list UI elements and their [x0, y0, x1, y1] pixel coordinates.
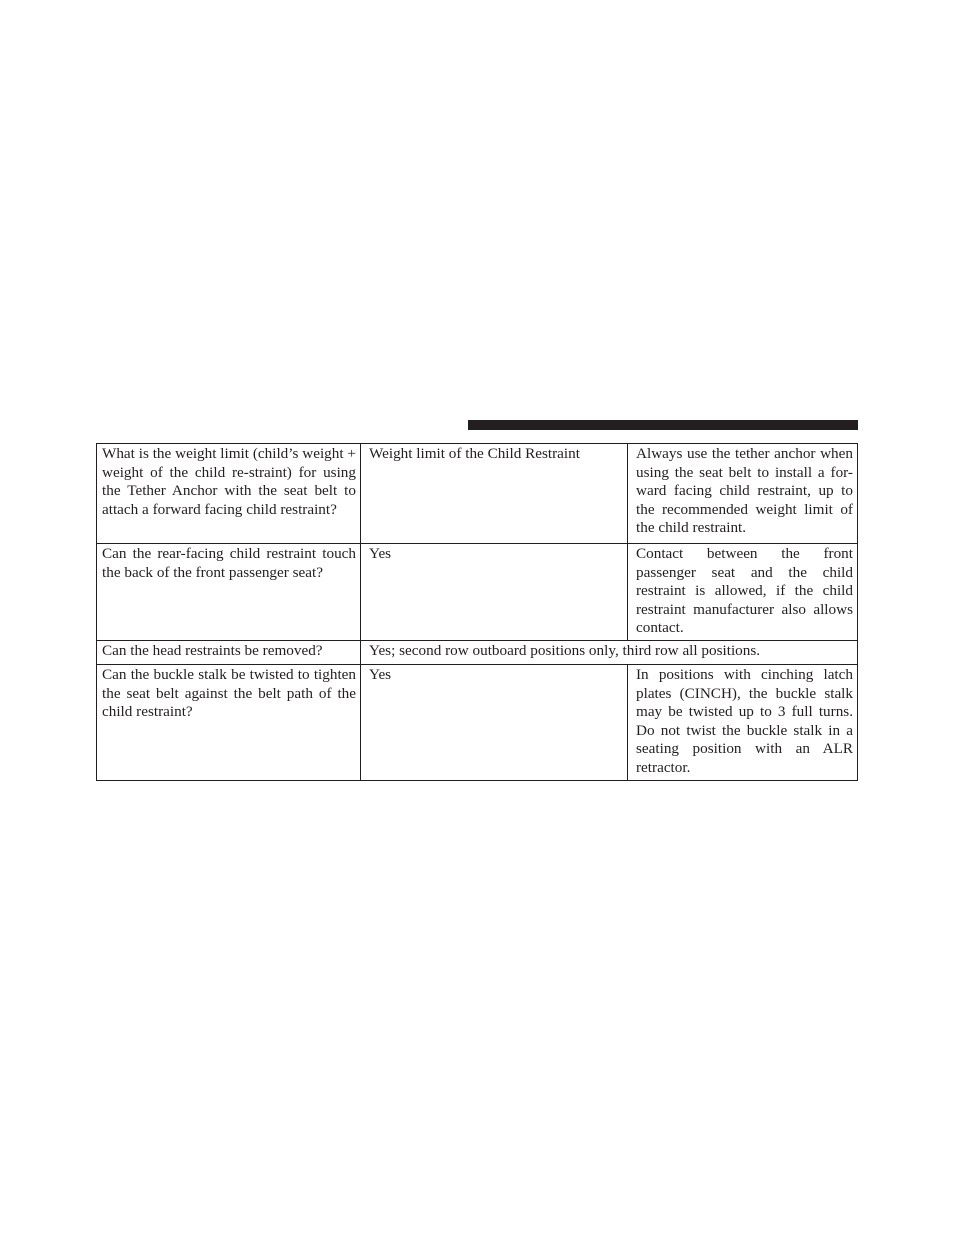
answer-cell: Yes; second row outboard positions only, third row all positions.: [361, 640, 858, 664]
table-row: [97, 640, 858, 664]
question-cell: Can the rear-facing child restraint touch the back of the front passenger seat?: [97, 544, 361, 641]
answer-cell: Yes: [361, 544, 628, 641]
table-row: [97, 544, 858, 641]
question-cell: Can the buckle stalk be twisted to tighten the seat belt against the belt path of the child restraint?: [97, 664, 361, 780]
question-cell: What is the weight limit (child’s weight + weight of the child re-straint) for using the Tether Anchor with the seat belt to attach a forward facing child restraint?: [97, 444, 361, 544]
answer-cell: Yes: [361, 664, 628, 780]
table-row: [97, 664, 858, 780]
note-cell: Always use the tether anchor when using the seat belt to install a for-ward facing child restraint, up to the recommended weight limit of the child restraint.: [628, 444, 858, 544]
question-cell: Can the head restraints be removed?: [97, 640, 361, 664]
section-header-bar: [468, 420, 858, 430]
table-row: [97, 444, 858, 544]
note-cell: In positions with cinching latch plates (CINCH), the buckle stalk may be twisted up to 3 full turns. Do not twist the buckle stalk in a seating position with an ALR retractor.: [628, 664, 858, 780]
child-restraint-faq-table: [96, 443, 858, 781]
answer-cell: Weight limit of the Child Restraint: [361, 444, 628, 544]
note-cell: Contact between the front passenger seat and the child restraint is allowed, if the child restraint manufacturer also allows contact.: [628, 544, 858, 641]
